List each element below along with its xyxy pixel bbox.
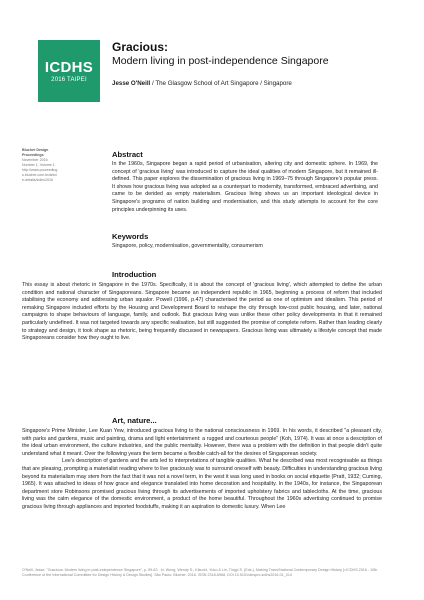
art-nature-heading: Art, nature... bbox=[112, 416, 157, 425]
introduction-heading: Introduction bbox=[112, 270, 157, 279]
conference-logo bbox=[38, 40, 100, 102]
paragraph: Singapore's Prime Minister, Lee Kuan Yew, introduced gracious living to the national consciousness in 1969. In his words, it described "a pleasant city, with parks and gardens, music and painting, drama and light entertainment: a rugged and courteous people" (Koh, 1974). It was at once a description of the ideal urban environment, the culture industries, and the public mentality. However, there was a problem with the definition in that people didn't quite understand what it meant. Over the following years the term became a flexible catch-all for the desires of Singaporean society. bbox=[22, 428, 382, 457]
meta-link[interactable]: s.blucher.com.br/articl bbox=[22, 173, 57, 177]
publication-meta bbox=[22, 148, 92, 183]
paragraph: Lee's description of gardens and the arts led to interpretations of tangible qualities. What he described was most recognisable as things that are pleasing, prompting a materialist reading where to live graciously was to surround oneself with beauty. Difficulties in understanding gracious living beyond its materialism may stem from the fact that it was not a novel term, in the west it was long used in books on social etiquette (Pratt, 1932; Cuming, 1965). It was attached to ideas of how grace and elegance translated into home decoration and hospitality. In the 1940s, for instance, the Singaporean department store Robinsons promised gracious living through its advertisements of imported upholstery fabrics and tablecloths. At the time, gracious living was the calm elegance of the domestic environment, a product of the home beautiful. Throughout the 1960s advertising continued to promise gracious living through appliances and imported foodstuffs, making it an aspiration to domestic luxury. When Lee bbox=[22, 458, 382, 510]
citation-footer: O'Neill, Jesse; "Gracious: Modern living in post-independence Singapore", p. 59-63 . In: Wong, Wendy S.; Kikuchi, Yuko & Lin, Tingyi S. (Eds.). Making Trans/National Contemporary Design History [=ICDHS 2016 - 10th Conference of the International Committee for Design History & Design Studies]. São Paulo: Blucher, 2016. ISSN 2318-6968, DOI 10.5151/despro-icdhs2016-01_014 bbox=[22, 568, 378, 577]
meta-line: Proceedings bbox=[22, 153, 44, 157]
keywords-text: Singapore, policy, modernisation, governmentality, consumerism bbox=[112, 243, 263, 249]
logo-main-text: ICDHS bbox=[44, 59, 94, 76]
abstract-heading: Abstract bbox=[112, 150, 143, 159]
meta-line: Blucher Design bbox=[22, 148, 49, 152]
logo-sub-text: 2016 TAIPEI bbox=[51, 77, 87, 83]
art-nature-body bbox=[22, 428, 382, 512]
author-line bbox=[112, 80, 292, 87]
paper-title: Gracious: bbox=[112, 40, 169, 54]
meta-line: Number 1, Volume 1 bbox=[22, 163, 55, 167]
paper-subtitle: Modern living in post-independence Singapore bbox=[112, 55, 329, 67]
author-name: Jesse O'Neill bbox=[112, 80, 151, 87]
meta-line: November 2016 bbox=[22, 158, 48, 162]
meta-link[interactable]: e-details/icdhs2016 bbox=[22, 178, 53, 182]
meta-link[interactable]: http://www.proceeding bbox=[22, 168, 58, 172]
abstract-text: In the 1960s, Singapore began a rapid period of urbanisation, altering city and domestic sphere. In 1969, the concept of 'gracious living' was introduced to capture the ideal qualities of modern Singapore, but it remained ill-defined. This paper explores the dissemination of gracious living in 1969–75 through Singapore's popular press. It shows how gracious living was adopted as a counterpart to modernity, transformed, embraced advertising, and came to be derided as empty materialism. Gracious living shows us an important ideological device in Singapore's programs of nation building and modernisation, and this study attempts to account for the core principles underpinning its uses. bbox=[112, 161, 378, 213]
author-affiliation: / The Glasgow School of Art Singapore / Singapore bbox=[150, 80, 292, 87]
keywords-heading: Keywords bbox=[112, 232, 149, 241]
introduction-text: This essay is about rhetoric in Singapore in the 1970s. Specifically, it is about the concept of 'gracious living', which attempted to define the urban condition and national character of Singaporeans. Singapore became an independent republic in 1965, beginning a process of reform that included stabilising the economy and addressing urban squalor. Powell (1996, p.47) characterised the period as one of optimism and idealism. This period of remaking Singapore included efforts by the Housing and Development Board to reshape the city through low-cost public housing, and later, national campaigns to shape behaviours of language, family, and outlook. But gracious living was unlike these other policy developments in that it remained particularly undefined. It was not targeted towards any specific realisation, but still suggested the promise of complete reform. Rather than leading clearly to strategy and design, it took shape as rhetoric, being frequently discussed in newspapers. Gracious living was ultimately a lifestyle concept that made Singaporeans consider how they ought to live. bbox=[22, 282, 382, 342]
